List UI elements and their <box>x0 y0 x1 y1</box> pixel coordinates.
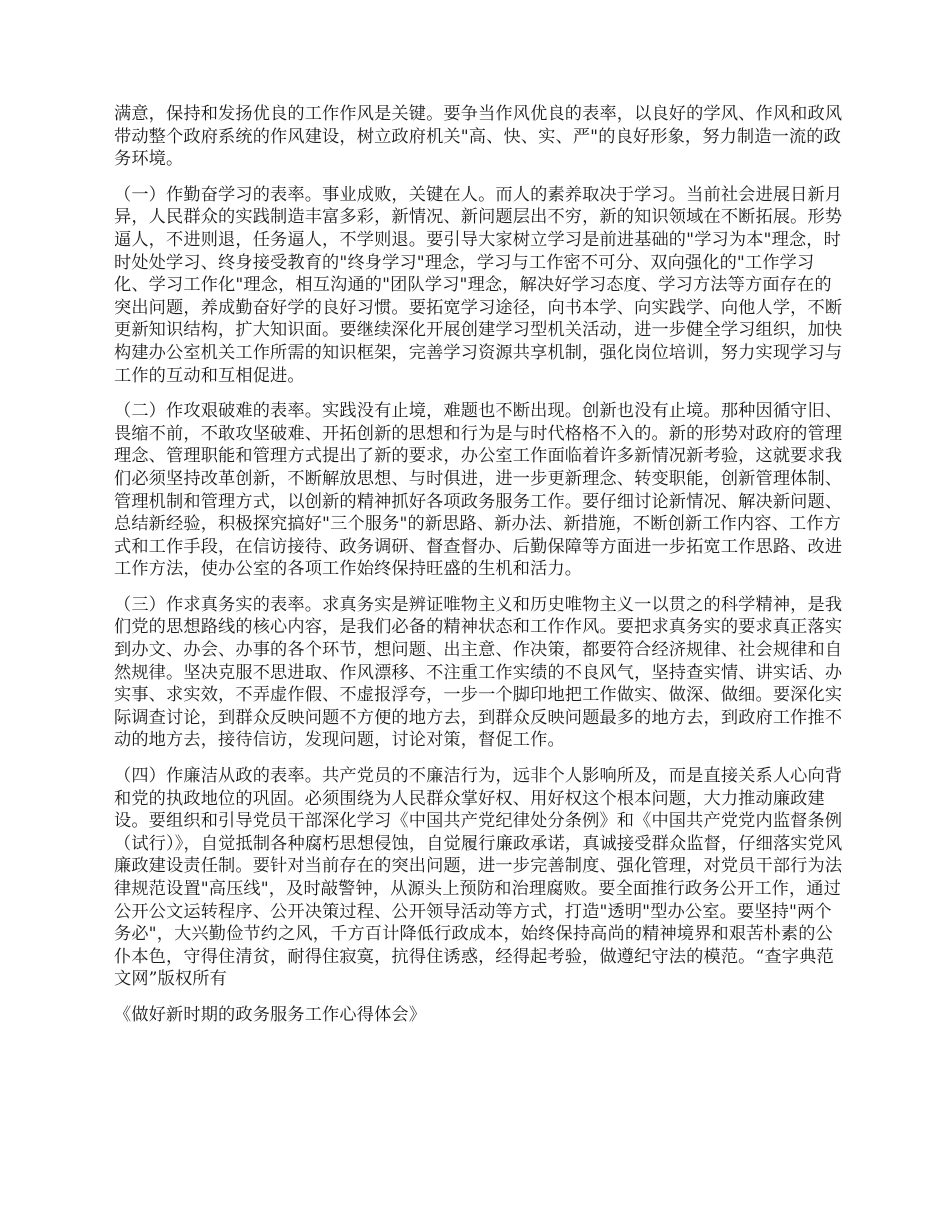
paragraph-integrity: （四）作廉洁从政的表率。共产党员的不廉洁行为，远非个人影响所及，而是直接关系人心向背和党的执政地位的巩固。必须围绕为人民群众掌好权、用好权这个根本问题，大力推动廉政建设。要组织和引导党员干部深化学习《中国共产党纪律处分条例》和《中国共产党党内监督条例（试行）》，自觉抵制各种腐朽思想侵蚀，自觉履行廉政承诺，真诚接受群众监督，仔细落实党风廉政建设责任制。要针对当前存在的突出问题，进一步完善制度、强化管理，对党员干部行为法律规范设置"高压线"，及时敲警钟，从源头上预防和治理腐败。要全面推行政务公开工作，通过公开公文运转程序、公开决策过程、公开领导活动等方式，打造"透明"型办公室。要坚持"两个务必"，大兴勤俭节约之风，千方百计降低行政成本，始终保持高尚的精神境界和艰苦朴素的公仆本色，守得住清贫，耐得住寂寞，抗得住诱惑，经得起考验，做遵纪守法的模范。“查字典范文网”版权所有 <box>114 766 843 990</box>
paragraph-pragmatism: （三）作求真务实的表率。求真务实是辨证唯物主义和历史唯物主义一以贯之的科学精神，是我们党的思想路线的核心内容，是我们必备的精神状态和工作作风。要把求真务实的要求真正落实到办文、办会、办事的各个环节，想问题、出主意、作决策，都要符合经济规律、社会规律和自然规律。坚决克服不思进取、作风漂移、不注重工作实绩的不良风气，坚持查实情、讲实话、办实事、求实效，不弄虚作假、不虚报浮夸，一步一个脚印地把工作做实、做深、做细。要深化实际调查讨论，到群众反映问题不方便的地方去，到群众反映问题最多的地方去，到政府工作推不动的地方去，接待信访，发现问题，讨论对策，督促工作。 <box>114 594 843 751</box>
document-title: 《做好新时期的政务服务工作心得体会》 <box>114 1004 427 1025</box>
document-body <box>114 103 844 1027</box>
paragraph-study: （一）作勤奋学习的表率。事业成败，关键在人。而人的素养取决于学习。当前社会进展日新月异，人民群众的实践制造丰富多彩，新情况、新问题层出不穷，新的知识领域在不断拓展。形势逼人，不进则退，任务逼人，不学则退。要引导大家树立学习是前进基础的"学习为本"理念，时时处处学习、终身接受教育的"终身学习"理念，学习与工作密不可分、双向强化的"工作学习化、学习工作化"理念，相互沟通的"团队学习"理念，解决好学习态度、学习方法等方面存在的突出问题，养成勤奋好学的良好习惯。要拓宽学习途径，向书本学、向实践学、向他人学，不断更新知识结构，扩大知识面。要继续深化开展创建学习型机关活动，进一步健全学习组织，加快构建办公室机关工作所需的知识框架，完善学习资源共享机制，强化岗位培训，努力实现学习与工作的互动和互相促进。 <box>114 184 843 386</box>
paragraph-innovation: （二）作攻艰破难的表率。实践没有止境，难题也不断出现。创新也没有止境。那种因循守旧、畏缩不前，不敢攻坚破难、开拓创新的思想和行为是与时代格格不入的。新的形势对政府的管理理念、管理职能和管理方式提出了新的要求，办公室工作面临着许多新情况新考验，这就要求我们必须坚持改革创新，不断解放思想、与时俱进，进一步更新理念、转变职能，创新管理体制、管理机制和管理方式，以创新的精神抓好各项政务服务工作。要仔细讨论新情况、解决新问题、总结新经验，积极探究搞好"三个服务"的新思路、新办法、新措施，不断创新工作内容、工作方式和工作手段，在信访接待、政务调研、督查督办、后勤保障等方面进一步拓宽工作思路、改进工作方法，使办公室的各项工作始终保持旺盛的生机和活力。 <box>114 401 843 580</box>
paragraph-intro: 满意，保持和发扬优良的工作作风是关键。要争当作风优良的表率，以良好的学风、作风和政风带动整个政府系统的作风建设，树立政府机关"高、快、实、严"的良好形象，努力制造一流的政务环境。 <box>114 104 843 170</box>
